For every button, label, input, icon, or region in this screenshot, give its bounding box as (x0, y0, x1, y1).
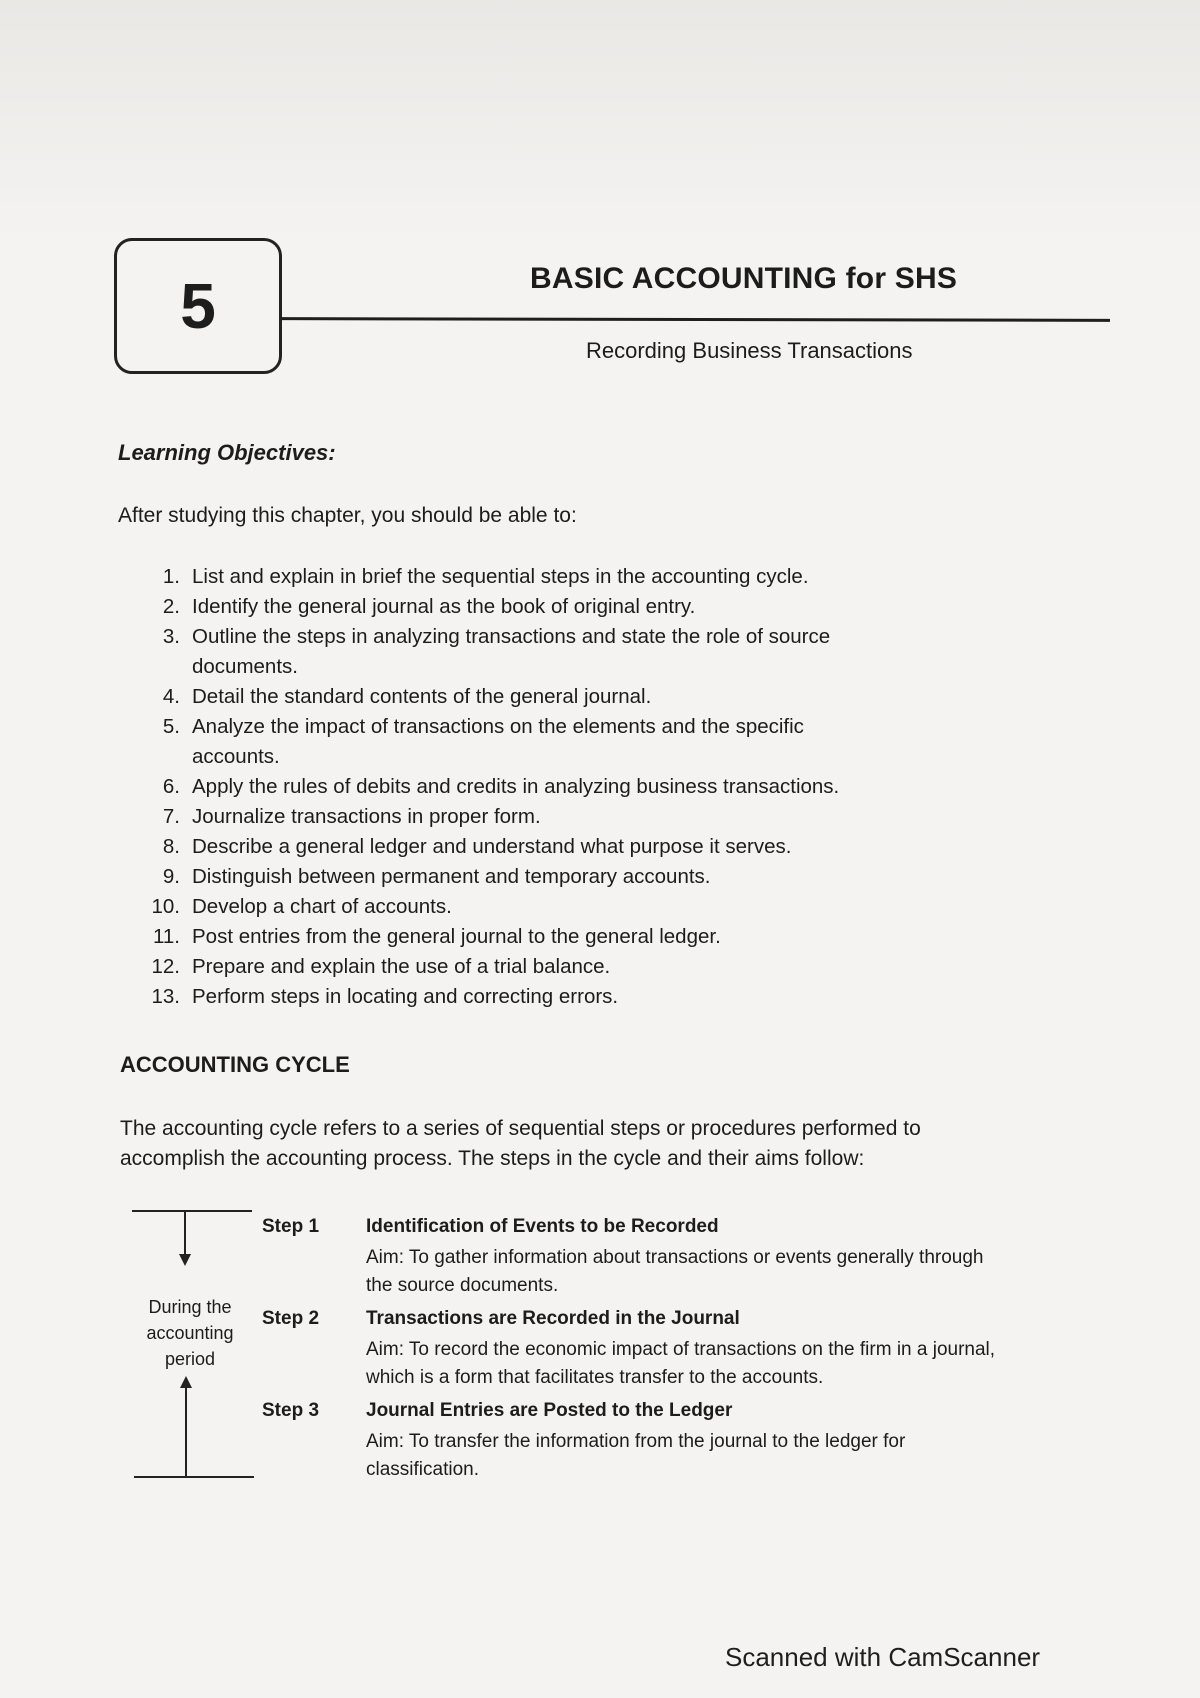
period-label-line-1: During the (148, 1297, 232, 1317)
objective-item (140, 982, 1020, 1012)
objective-text: Apply the rules of debits and credits in analyzing business transactions. (192, 775, 840, 798)
objective-text: Journalize transactions in proper form. (192, 805, 541, 828)
arrow-down-head (179, 1254, 191, 1266)
objective-item (140, 622, 1020, 682)
objective-item (140, 562, 1020, 592)
objective-number: 11. (153, 925, 180, 948)
objective-text: Distinguish between permanent and temporary accounts. (192, 865, 711, 888)
step-label: Step 3 (262, 1400, 320, 1421)
header-rule (282, 317, 1110, 322)
objectives-list (140, 562, 1020, 1012)
book-title: BASIC ACCOUNTING for SHS (530, 262, 958, 295)
step-title: Identification of Events to be Recorded (366, 1216, 719, 1237)
objective-number: 3. (162, 625, 180, 648)
step-aim (366, 1428, 1006, 1484)
objective-text: Detail the standard contents of the general journal. (192, 685, 652, 708)
period-label (138, 1294, 242, 1372)
objective-text: Perform steps in locating and correcting errors. (192, 985, 619, 1008)
step-label: Step 2 (262, 1308, 320, 1329)
objective-number: 13. (151, 985, 180, 1008)
objective-number: 2. (162, 595, 180, 618)
objective-item (140, 682, 1020, 712)
chapter-title: Recording Business Transactions (586, 338, 913, 363)
arrow-down-shaft (184, 1212, 186, 1256)
step-title: Journal Entries are Posted to the Ledger (366, 1400, 733, 1421)
objective-text: Develop a chart of accounts. (192, 895, 452, 918)
step-aim-text: Aim: To record the economic impact of transactions on the firm in a journal, which is a form that facilitates transfer to the accounts. (366, 1339, 996, 1388)
chapter-number-box (114, 238, 282, 374)
objective-text: Outline the steps in analyzing transactions and state the role of source documents. (192, 625, 831, 678)
objective-item (140, 802, 1020, 832)
objective-text: Prepare and explain the use of a trial balance. (192, 955, 611, 978)
step-label: Step 1 (262, 1216, 320, 1237)
objective-item (140, 772, 1020, 802)
step-aim (366, 1336, 1006, 1392)
objective-item (140, 862, 1020, 892)
period-label-line-3: period (164, 1349, 216, 1369)
objective-number: 4. (162, 685, 180, 708)
bracket-bottom-line (134, 1476, 254, 1478)
objective-text: List and explain in brief the sequential steps in the accounting cycle. (192, 565, 809, 588)
objective-item (140, 712, 1020, 772)
objective-item (140, 952, 1020, 982)
objective-number: 12. (151, 955, 180, 978)
objective-number: 7. (162, 805, 180, 828)
objective-text: Describe a general ledger and understand what purpose it serves. (192, 835, 792, 858)
bracket-top-line (132, 1210, 252, 1212)
accounting-cycle-paragraph: The accounting cycle refers to a series of sequential steps or procedures performed to accomplish the accounting process. The steps in the cycle and their aims follow: (120, 1117, 921, 1170)
objective-number: 8. (162, 835, 180, 858)
learning-objectives-intro: After studying this chapter, you should be able to: (118, 504, 577, 527)
objective-item (140, 892, 1020, 922)
objective-number: 10. (151, 895, 180, 918)
objective-number: 1. (162, 565, 180, 588)
chapter-number: 5 (180, 270, 216, 342)
objective-number: 9. (162, 865, 180, 888)
step-aim (366, 1244, 1006, 1300)
scanner-watermark: Scanned with CamScanner (725, 1642, 1041, 1672)
page-bleed-through (0, 0, 1200, 240)
step-title: Transactions are Recorded in the Journal (366, 1308, 740, 1329)
objective-number: 6. (162, 775, 180, 798)
period-label-line-2: accounting (146, 1323, 234, 1343)
objective-text: Analyze the impact of transactions on the elements and the specific accounts. (192, 715, 804, 768)
objective-item (140, 832, 1020, 862)
objective-text: Identify the general journal as the book of original entry. (192, 595, 696, 618)
accounting-cycle-heading: ACCOUNTING CYCLE (120, 1052, 350, 1077)
objective-item (140, 592, 1020, 622)
learning-objectives-heading: Learning Objectives: (118, 440, 336, 465)
objective-text: Post entries from the general journal to the general ledger. (192, 925, 721, 948)
arrow-up-shaft (185, 1386, 187, 1476)
step-aim-text: Aim: To gather information about transactions or events generally through the source documents. (366, 1247, 984, 1296)
objective-number: 5. (162, 715, 180, 738)
step-aim-text: Aim: To transfer the information from the journal to the ledger for classification. (366, 1431, 906, 1480)
objective-item (140, 922, 1020, 952)
